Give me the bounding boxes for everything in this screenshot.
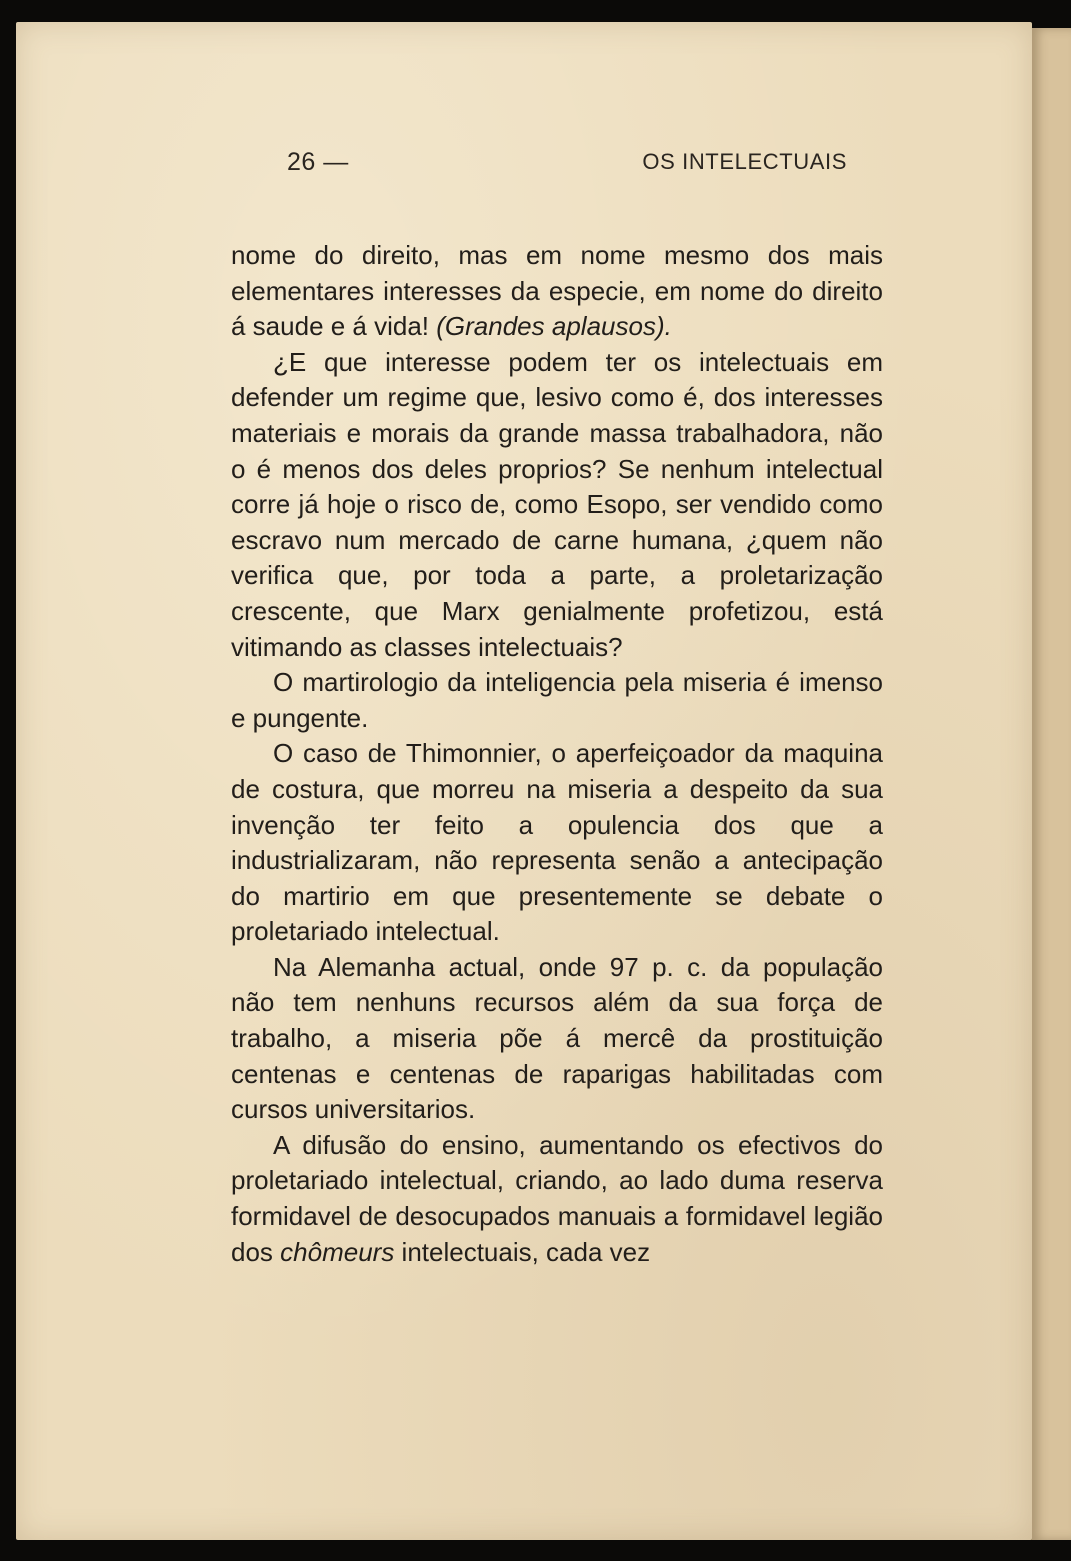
running-title: OS INTELECTUAIS <box>642 149 847 174</box>
paragraph <box>231 238 883 345</box>
body-text <box>231 238 883 1270</box>
paragraph <box>231 736 883 950</box>
paragraph <box>231 665 883 736</box>
paragraph <box>231 345 883 665</box>
paragraph-text: Na Alemanha actual, onde 97 p. c. da população não tem nenhuns recursos além da sua força de trabalho, a miseria põe á mercê da prostituição centenas e centenas de raparigas habilitadas com cursos universitarios. <box>231 951 883 1125</box>
page-header <box>287 148 847 184</box>
paragraph-text: intelectuais, cada vez <box>394 1236 651 1267</box>
paragraph-text: nome do direito, mas em nome mesmo dos mais elementares interesses da especie, em nome do direito á saude e á vida! <box>231 240 883 342</box>
paragraph-text: O caso de Thimonnier, o aperfeiçoador da maquina de costura, que morreu na miseria a despeito da sua invenção ter feito a opulencia dos que a industrializaram, não representa senão a antecipação do martirio em que presentemente se debate o proletariado intelectual. <box>231 738 883 947</box>
italic-text: chômeurs <box>280 1236 395 1267</box>
paragraph <box>231 950 883 1128</box>
page-number: 26 — <box>287 148 349 176</box>
paragraph-text: ¿E que interesse podem ter os intelectuais em defender um regime que, lesivo como é, dos interesses materiais e morais da grande massa trabalhadora, não o é menos dos deles proprios? Se nenhum intelectual corre já hoje o risco de, como Esopo, ser vendido como escravo num mercado de carne humana, ¿quem não verifica que, por toda a parte, a proletarização crescente, que Marx genialmente profetizou, está vitimando as classes intelectuais? <box>231 346 883 662</box>
paragraph <box>231 1128 883 1270</box>
adjacent-page-edge <box>1030 28 1071 1540</box>
italic-text: (Grandes aplausos). <box>436 311 672 342</box>
paragraph-text: A difusão do ensino, aumentando os efectivos do proletariado intelectual, criando, ao lado duma reserva formidavel de desocupados manuais a formidavel legião dos <box>231 1129 883 1267</box>
paragraph-text: O martirologio da inteligencia pela miseria é imenso e pungente. <box>231 667 883 733</box>
